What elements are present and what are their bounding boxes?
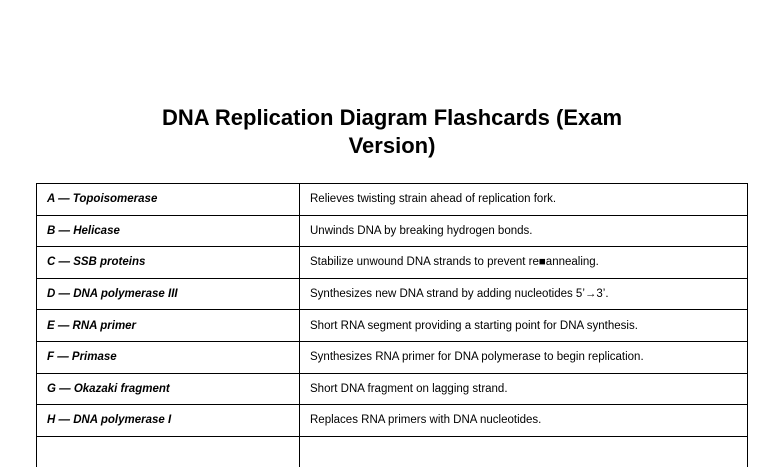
flashcard-definition: Short DNA fragment on lagging strand. bbox=[300, 373, 748, 405]
table-row bbox=[37, 247, 748, 279]
flashcard-term: G — Okazaki fragment bbox=[37, 373, 300, 405]
flashcard-definition: Synthesizes new DNA strand by adding nucleotides 5’→3’. bbox=[300, 278, 748, 310]
document-title-line-1: DNA Replication Diagram Flashcards (Exam bbox=[161, 105, 623, 130]
flashcard-term: A — Topoisomerase bbox=[37, 184, 300, 216]
flashcard-definition: Unwinds DNA by breaking hydrogen bonds. bbox=[300, 215, 748, 247]
flashcard-definition: Relieves twisting strain ahead of replication fork. bbox=[300, 184, 748, 216]
flashcard-term: E — RNA primer bbox=[37, 310, 300, 342]
table-row bbox=[37, 278, 748, 310]
flashcard-definition: Replaces RNA primers with DNA nucleotides. bbox=[300, 405, 748, 437]
table-row bbox=[37, 341, 748, 373]
flashcard-term: B — Helicase bbox=[37, 215, 300, 247]
flashcard-table bbox=[36, 183, 748, 467]
table-row bbox=[37, 310, 748, 342]
flashcard-term: H — DNA polymerase I bbox=[37, 405, 300, 437]
flashcard-definition: Short RNA segment providing a starting point for DNA synthesis. bbox=[300, 310, 748, 342]
document-title-line-2: Version) bbox=[348, 133, 436, 158]
table-row bbox=[37, 373, 748, 405]
table-row bbox=[37, 215, 748, 247]
document-title bbox=[0, 104, 784, 160]
flashcard-term: C — SSB proteins bbox=[37, 247, 300, 279]
table-row bbox=[37, 184, 748, 216]
flashcard-term: F — Primase bbox=[37, 341, 300, 373]
flashcard-term: D — DNA polymerase III bbox=[37, 278, 300, 310]
flashcard-definition: Stabilize unwound DNA strands to prevent re■annealing. bbox=[300, 247, 748, 279]
table-row bbox=[37, 405, 748, 437]
flashcard-definition: Synthesizes RNA primer for DNA polymerase to begin replication. bbox=[300, 341, 748, 373]
